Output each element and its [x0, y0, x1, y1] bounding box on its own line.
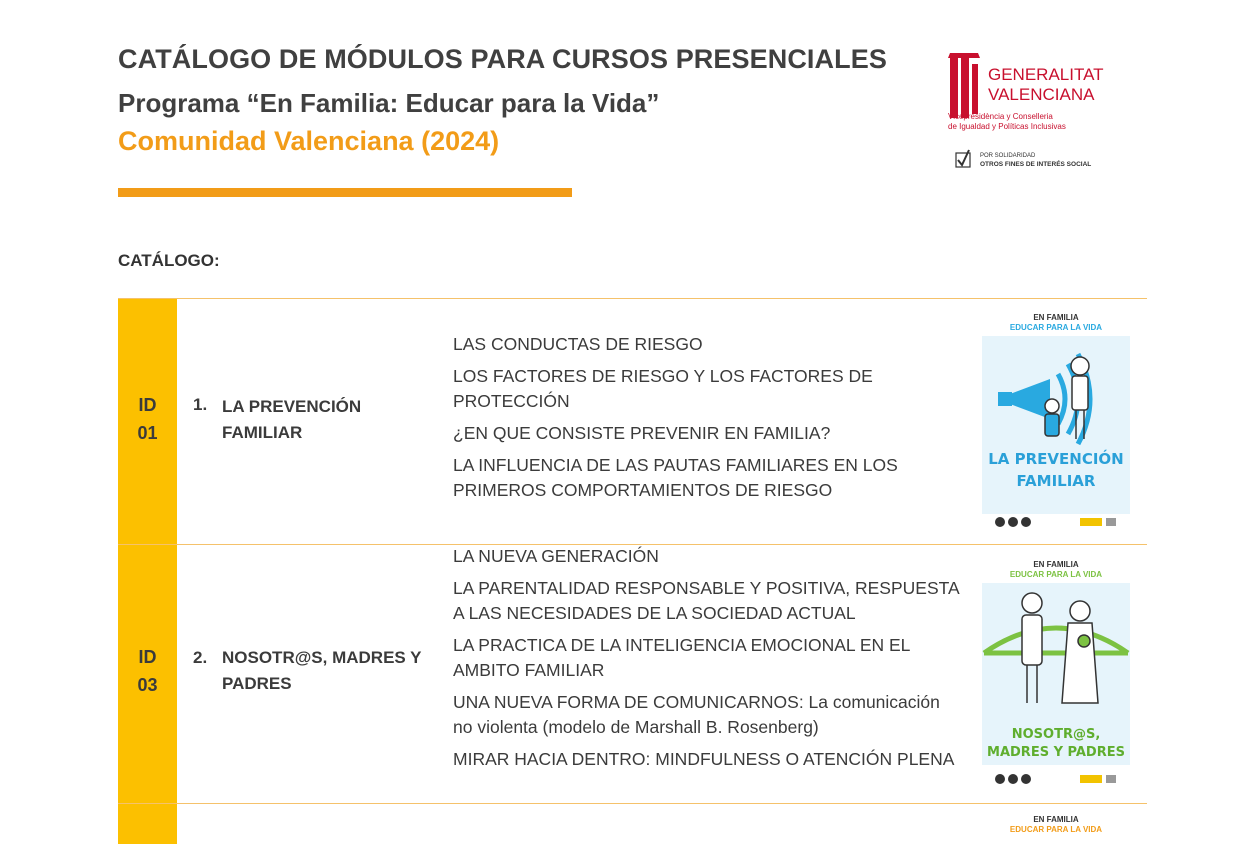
- id-number: 03: [137, 675, 158, 695]
- module-topics: [453, 544, 963, 779]
- cover-title-line2: FAMILIAR: [1016, 472, 1096, 490]
- generalitat-valenciana-logo: [942, 50, 1142, 180]
- topic-item: LA PRACTICA DE LA INTELIGENCIA EMOCIONAL EN EL AMBITO FAMILIAR: [453, 635, 910, 680]
- document-subtitle: Programa “En Familia: Educar para la Vida”: [118, 88, 660, 118]
- coat-of-arms-icon: [948, 53, 980, 118]
- x-solidaria-line1: POR SOLIDARIDAD: [980, 153, 1036, 159]
- topic-item: UNA NUEVA FORMA DE COMUNICARNOS: La comunicación no violenta (modelo de Marshall B. Rosenberg): [453, 692, 940, 737]
- cover-title-line1: LA PREVENCIÓN: [988, 450, 1124, 468]
- document-region-year: Comunidad Valenciana (2024): [118, 126, 500, 156]
- cover-top-text: EDUCAR PARA LA VIDA: [1009, 825, 1103, 834]
- module-name: LA PREVENCIÓN FAMILIAR: [222, 397, 362, 442]
- cover-top-text: EN FAMILIA: [1033, 560, 1079, 569]
- id-cell: [118, 299, 177, 544]
- module-number: 1.: [193, 395, 208, 414]
- cover-title-line2: MADRES Y PADRES: [987, 745, 1125, 760]
- id-number: 01: [137, 423, 158, 443]
- module-cover-image: [980, 304, 1132, 539]
- cover-top-text: EN FAMILIA: [1033, 815, 1079, 824]
- logo-dept-line1: Vicepresidència y Conselleria: [948, 112, 1053, 121]
- document-title: CATÁLOGO DE MÓDULOS PARA CURSOS PRESENCIALES: [118, 44, 887, 74]
- topic-item: LA PARENTALIDAD RESPONSABLE Y POSITIVA, RESPUESTA A LAS NECESIDADES DE LA SOCIEDAD ACTUAL: [453, 578, 959, 623]
- x-solidaria-line2: OTROS FINES DE INTERÉS SOCIAL: [980, 161, 1092, 168]
- logo-name-line2: VALENCIANA: [988, 85, 1095, 104]
- id-cell: [118, 545, 177, 803]
- module-topics: [453, 332, 963, 510]
- catalog-heading: CATÁLOGO:: [118, 251, 220, 270]
- module-row: [118, 804, 1147, 844]
- id-label: ID: [138, 395, 157, 415]
- modules-table: [118, 298, 1147, 834]
- cover-top-text: EN FAMILIA: [1033, 313, 1079, 322]
- module-cover-image: [980, 553, 1132, 793]
- topic-item: ¿EN QUE CONSISTE PREVENIR EN FAMILIA?: [453, 423, 831, 443]
- topic-item: LAS CONDUCTAS DE RIESGO: [453, 334, 703, 354]
- topic-item: MIRAR HACIA DENTRO: MINDFULNESS O ATENCIÓN PLENA: [453, 749, 955, 769]
- cover-title-line1: NOSOTR@S,: [1011, 727, 1101, 742]
- id-cell: [118, 804, 177, 844]
- topic-item: LA INFLUENCIA DE LAS PAUTAS FAMILIARES EN LOS PRIMEROS COMPORTAMIENTOS DE RIESGO: [453, 455, 898, 500]
- cover-top-text: EDUCAR PARA LA VIDA: [1009, 323, 1103, 332]
- orange-divider: [118, 188, 572, 197]
- id-label: ID: [138, 647, 157, 667]
- module-cover-image: [980, 812, 1132, 842]
- cover-top-text: EDUCAR PARA LA VIDA: [1009, 570, 1103, 579]
- module-name: NOSOTR@S, MADRES Y PADRES: [222, 648, 422, 693]
- topic-item: LA NUEVA GENERACIÓN: [453, 546, 659, 566]
- module-row: [118, 545, 1147, 803]
- logo-dept-line2: de Igualdad y Políticas Inclusivas: [948, 122, 1066, 131]
- module-row: [118, 299, 1147, 544]
- topic-item: LOS FACTORES DE RIESGO Y LOS FACTORES DE PROTECCIÓN: [453, 366, 873, 411]
- logo-name-line1: GENERALITAT: [988, 65, 1104, 84]
- module-number: 2.: [193, 648, 208, 667]
